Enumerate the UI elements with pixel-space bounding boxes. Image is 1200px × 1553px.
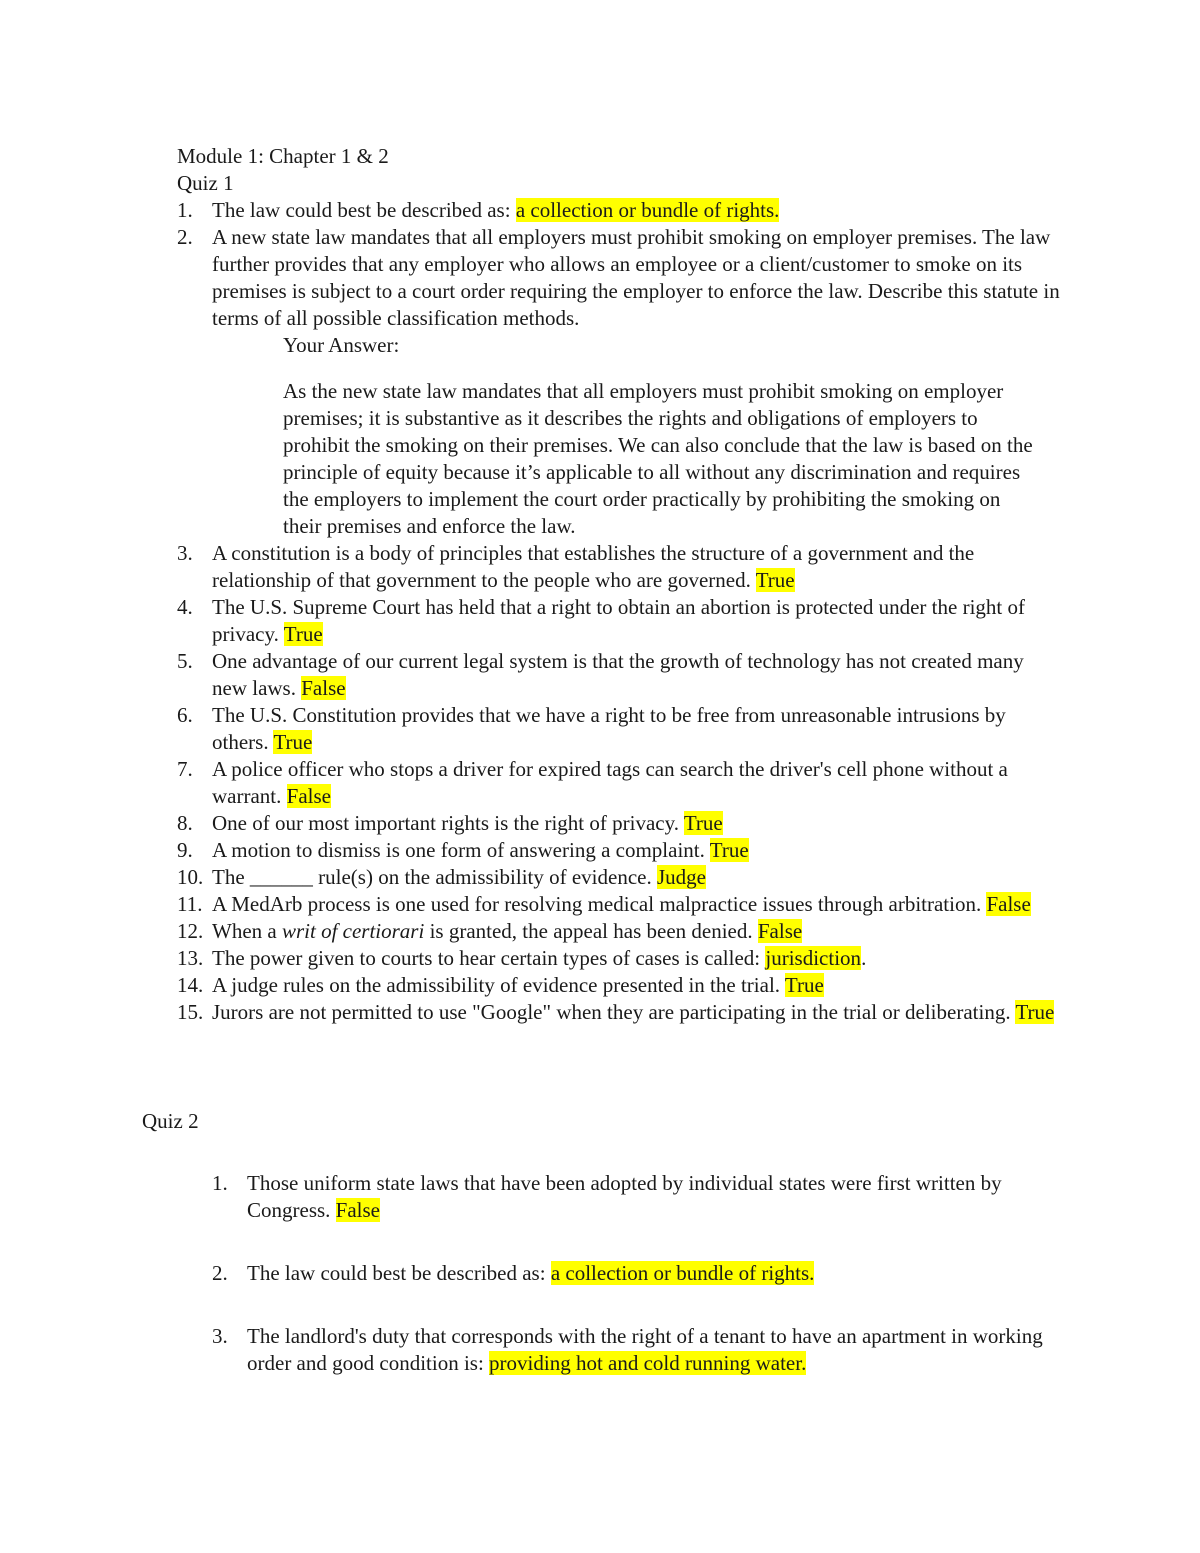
quiz1-question-11: [0, 891, 1100, 918]
answer-text: As the new state law mandates that all employers must prohibit smoking on employer premises; it is substantive as it describes the rights and obligations of employers to prohibit the smoking on their premises. We can also conclude that the law is based on the principle of equity because it’s applicable to all without any discrimination and requires the employers to implement the court order practically by prohibiting the smoking on their premises and enforce the law.: [283, 379, 1033, 538]
question-number: 6.: [177, 703, 193, 727]
quiz1-question-4: [0, 594, 1100, 648]
quiz1-question-12: [0, 918, 1100, 945]
highlighted-answer: False: [986, 892, 1031, 916]
question-number: 7.: [177, 757, 193, 781]
answer-label: Your Answer:: [283, 333, 400, 357]
question-text: A judge rules on the admissibility of evidence presented in the trial.: [212, 973, 785, 997]
quiz2-title: Quiz 2: [142, 1109, 199, 1133]
question-number: 8.: [177, 811, 193, 835]
question-number: 5.: [177, 649, 193, 673]
module-title: Module 1: Chapter 1 & 2: [177, 144, 389, 168]
quiz1-question-7: [0, 756, 1100, 810]
quiz1-question-8: [0, 810, 1100, 837]
quiz1-question-6: [0, 702, 1100, 756]
question-text: A new state law mandates that all employers must prohibit smoking on employer premises. The law further provides that any employer who allows an employee or a client/customer to smoke on its premises is subject to a court order requiring the employer to enforce the law. Describe this statute in terms of all possible classification methods.: [212, 225, 1060, 330]
question-text: The U.S. Supreme Court has held that a right to obtain an abortion is protected under the right of privacy.: [212, 595, 1025, 646]
question-number: 14.: [177, 973, 204, 997]
highlighted-answer: True: [273, 730, 313, 754]
question-number: 9.: [177, 838, 193, 862]
question-number: 4.: [177, 595, 193, 619]
question-text: When a: [212, 919, 282, 943]
question-number: 2.: [177, 225, 193, 249]
highlighted-answer: False: [757, 919, 803, 943]
question-number: 15.: [177, 1000, 204, 1024]
question-text: The law could best be described as:: [247, 1261, 551, 1285]
question-text: The law could best be described as:: [212, 198, 516, 222]
question-text: Jurors are not permitted to use "Google" when they are participating in the trial or deliberating.: [212, 1000, 1016, 1024]
highlighted-answer: True: [1015, 1000, 1055, 1024]
highlighted-answer: True: [283, 622, 323, 646]
highlighted-answer: jurisdiction: [765, 946, 862, 970]
quiz1-question-2: [0, 224, 1100, 540]
quiz1-question-9: [0, 837, 1100, 864]
highlighted-answer: a collection or bundle of rights.: [515, 198, 780, 222]
question-text-italic: writ of certiorari: [281, 919, 425, 943]
quiz2-question-2: [0, 1260, 1100, 1287]
question-number: 13.: [177, 946, 204, 970]
quiz1-question-5: [0, 648, 1100, 702]
question-text: A MedArb process is one used for resolving medical malpractice issues through arbitration.: [212, 892, 987, 916]
quiz1-question-1: [0, 197, 1100, 224]
question-number: 3.: [177, 541, 193, 565]
question-number: 12.: [177, 919, 204, 943]
question-number: 1.: [212, 1171, 228, 1195]
quiz1-title: Quiz 1: [177, 171, 234, 195]
quiz2-question-1: [0, 1170, 1100, 1224]
question-text: is granted, the appeal has been denied.: [424, 919, 758, 943]
quiz1-question-14: [0, 972, 1100, 999]
highlighted-answer: True: [755, 568, 795, 592]
highlighted-answer: True: [709, 838, 749, 862]
highlighted-answer: providing hot and cold running water.: [489, 1351, 807, 1375]
question-number: 10.: [177, 865, 204, 889]
question-text: Those uniform state laws that have been adopted by individual states were first written by Congress.: [247, 1171, 1002, 1222]
quiz2-question-3: [0, 1323, 1100, 1377]
question-text: One of our most important rights is the right of privacy.: [212, 811, 684, 835]
question-text: A constitution is a body of principles that establishes the structure of a government and the relationship of that government to the people who are governed.: [212, 541, 975, 592]
question-number: 2.: [212, 1261, 228, 1285]
highlighted-answer: False: [335, 1198, 380, 1222]
highlighted-answer: Judge: [656, 865, 706, 889]
question-text: The power given to courts to hear certain types of cases is called:: [212, 946, 766, 970]
question-text: The U.S. Constitution provides that we have a right to be free from unreasonable intrusions by others.: [212, 703, 1006, 754]
quiz1-question-10: [0, 864, 1100, 891]
quiz1-question-3: [0, 540, 1100, 594]
question-text: One advantage of our current legal system is that the growth of technology has not created many new laws.: [212, 649, 1024, 700]
question-number: 11.: [177, 892, 203, 916]
question-text: The landlord's duty that corresponds with the right of a tenant to have an apartment in working order and good condition is:: [247, 1324, 1043, 1375]
highlighted-answer: False: [286, 784, 331, 808]
highlighted-answer: True: [683, 811, 723, 835]
question-text: A police officer who stops a driver for expired tags can search the driver's cell phone without a warrant.: [212, 757, 1008, 808]
highlighted-answer: a collection or bundle of rights.: [550, 1261, 815, 1285]
question-text: The ______ rule(s) on the admissibility of evidence.: [212, 865, 657, 889]
quiz1-question-13: [0, 945, 1100, 972]
question-number: 1.: [177, 198, 193, 222]
quiz1-question-15: [0, 999, 1100, 1026]
answer-block: [283, 332, 1043, 540]
question-text: A motion to dismiss is one form of answering a complaint.: [212, 838, 710, 862]
quiz1-question-list: [0, 197, 1100, 1026]
question-suffix: .: [861, 946, 867, 970]
highlighted-answer: True: [784, 973, 824, 997]
question-number: 3.: [212, 1324, 228, 1348]
quiz2-question-list: [0, 1170, 1100, 1413]
highlighted-answer: False: [301, 676, 346, 700]
